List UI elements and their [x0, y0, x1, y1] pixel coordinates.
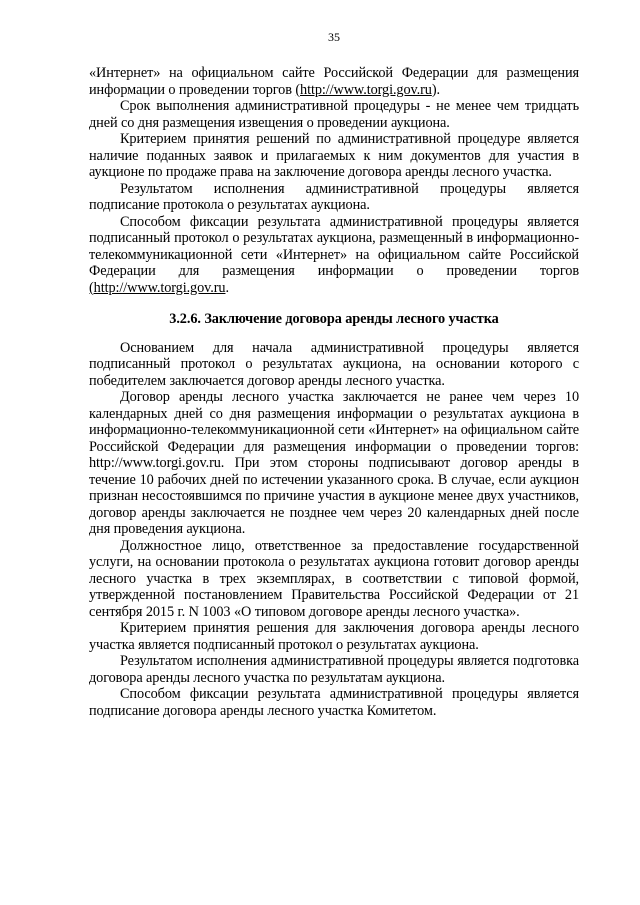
paragraph-result-fixation [89, 214, 579, 297]
torgi-link[interactable]: (http://www.torgi.gov.ru [295, 81, 432, 98]
document-body [89, 65, 579, 719]
paragraph-text: «Интернет» на официальном сайте Российской Федерации для размещения информации о проведении торгов [89, 65, 579, 98]
paragraph-text: Способом фиксации результата административной процедуры является подписанный протокол о результатах аукциона, размещенный в информационно-телекоммуникационной сети «Интернет» на официальном сайте Российской Федерации для размещения информации о проведении торгов [89, 213, 579, 279]
paragraph-grounds: Основанием для начала административной процедуры является подписанный протокол о результатах аукциона, на основании которого с победителем заключается договор аренды лесного участка. [89, 339, 579, 389]
paragraph-contract-fixation: Способом фиксации результата административной процедуры является подписание договора аренды лесного участка Комитетом. [89, 686, 579, 719]
paragraph-procedure-result: Результатом исполнения административной процедуры является подписание протокола о результатах аукциона. [89, 180, 579, 213]
paragraph-contract-timing: Договор аренды лесного участка заключается не ранее чем через 10 календарных дней со дня размещения информации о результатах аукциона в информационно-телекоммуникационной сети «Интернет» на официальном сайте Российской Федерации для размещения информации о проведении торгов: http://www.torgi.gov.ru. При этом стороны подписывают договор аренды в течение 10 рабочих дней по истечении указанного срока. В случае, если аукцион признан несостоявшимся по причине участия в аукционе менее двух участников, договор аренды заключается не позднее чем через 20 календарных дней после дня проведения аукциона. [89, 389, 579, 537]
paragraph-procedure-term: Срок выполнения административной процедуры - не менее чем тридцать дней со дня размещения извещения о проведении аукциона. [89, 98, 579, 131]
torgi-link[interactable]: (http://www.torgi.gov.ru [89, 279, 226, 296]
section-heading: 3.2.6. Заключение договора аренды лесного участка [169, 311, 499, 327]
paragraph-tail: ). [431, 81, 440, 98]
page-number: 35 [328, 30, 340, 44]
paragraph-contract-criterion: Критерием принятия решения для заключения договора аренды лесного участка является подписанный протокол о результатах аукциона. [89, 620, 579, 653]
paragraph-decision-criterion: Критерием принятия решений по административной процедуре является наличие поданных заявок и прилагаемых к ним документов для участия в аукционе по продаже права на заключение договора аренды лесного участка. [89, 131, 579, 180]
paragraph-contract-result: Результатом исполнения административной процедуры является подготовка договора аренды лесного участка по результатам аукциона. [89, 653, 579, 686]
paragraph-tail: . [225, 279, 229, 296]
paragraph-responsible-official: Должностное лицо, ответственное за предоставление государственной услуги, на основании протокола о результатах аукциона готовит договор аренды лесного участка в трех экземплярах, в соответствии с типовой формой, утвержденной постановлением Правительства Российской Федерации от 21 сентября 2015 г. N 1003 «О типовом договоре аренды лесного участка». [89, 537, 579, 620]
paragraph-continuation [89, 65, 579, 98]
